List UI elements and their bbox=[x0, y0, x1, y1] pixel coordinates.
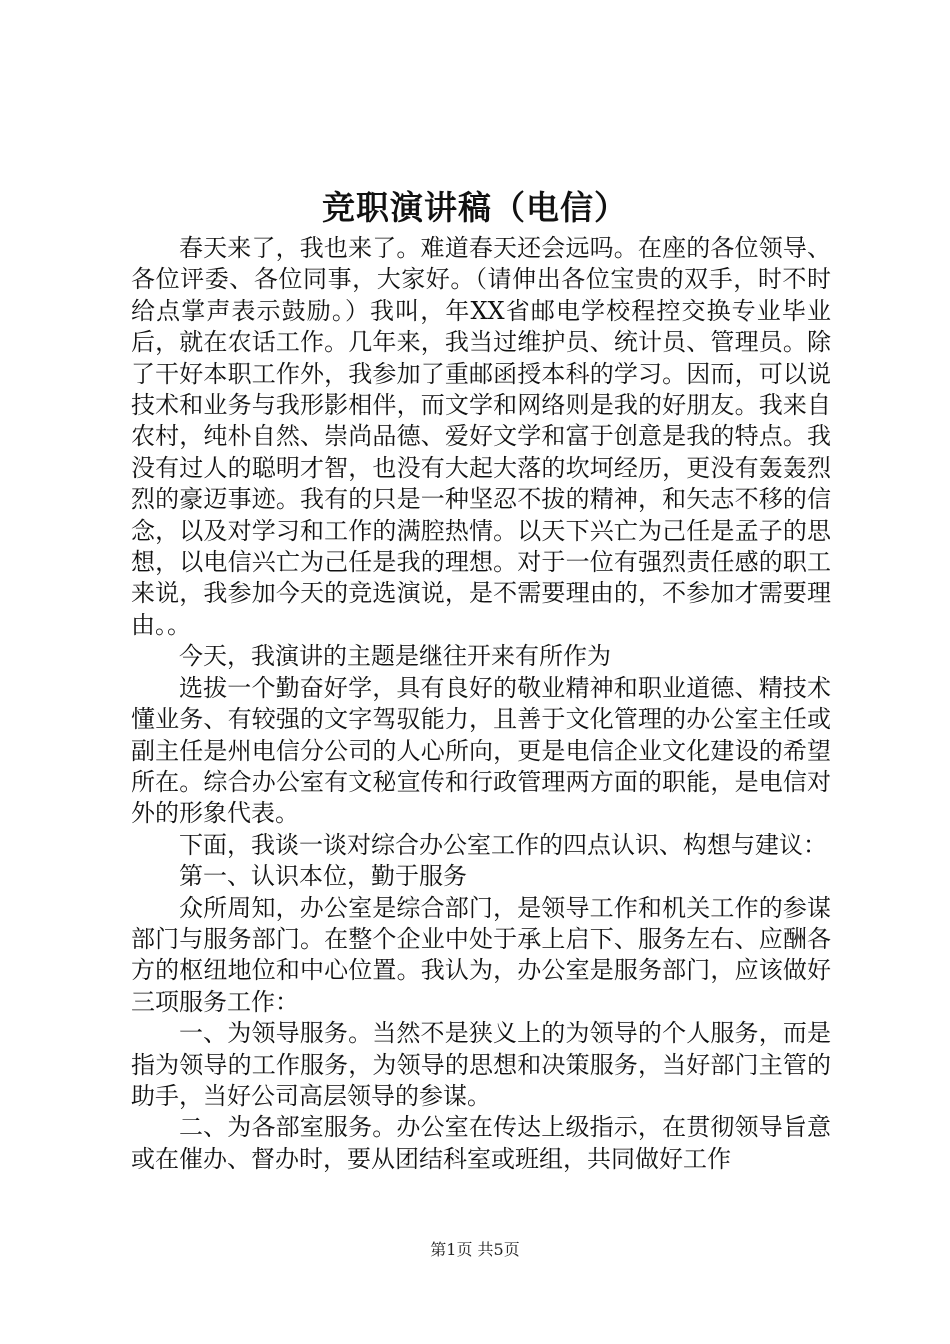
paragraph: 二、为各部室服务。办公室在传达上级指示，在贯彻领导旨意或在催办、督办时，要从团结科室或班组，共同做好工作 bbox=[131, 1113, 831, 1173]
paragraph: 下面，我谈一谈对综合办公室工作的四点认识、构想与建议： bbox=[179, 830, 827, 859]
paragraph: 选拔一个勤奋好学，具有良好的敬业精神和职业道德、精技术懂业务、有较强的文字驾驭能力，且善于文化管理的办公室主任或副主任是州电信分公司的人心所向，更是电信企业文化建设的希望所在。综合办公室有文秘宣传和行政管理两方面的职能，是电信对外的形象代表。 bbox=[131, 673, 831, 828]
page-number-footer: 第1页 共5页 bbox=[430, 1240, 520, 1259]
paragraph: 今天，我演讲的主题是继往开来有所作为 bbox=[179, 642, 611, 671]
document-title: 竞职演讲稿（电信） bbox=[322, 188, 628, 227]
paragraph: 一、为领导服务。当然不是狭义上的为领导的个人服务，而是指为领导的工作服务，为领导的思想和决策服务，当好部门主管的助手，当好公司高层领导的参谋。 bbox=[131, 1019, 831, 1110]
paragraph: 众所周知，办公室是综合部门，是领导工作和机关工作的参谋部门与服务部门。在整个企业中处于承上启下、服务左右、应酬各方的枢纽地位和中心位置。我认为，办公室是服务部门，应该做好三项服务工作： bbox=[131, 893, 831, 1016]
paragraph: 春天来了，我也来了。难道春天还会远吗。在座的各位领导、各位评委、各位同事，大家好。（请伸出各位宝贵的双手，时不时给点掌声表示鼓励。）我叫，年XX省邮电学校程控交换专业毕业后，就在农话工作。几年来，我当过维护员、统计员、管理员。除了干好本职工作外，我参加了重邮函授本科的学习。因而，可以说技术和业务与我形影相伴，而文学和网络则是我的好朋友。我来自农村，纯朴自然、崇尚品德、爱好文学和富于创意是我的特点。我没有过人的聪明才智，也没有大起大落的坎坷经历，更没有轰轰烈烈的豪迈事迹。我有的只是一种坚忍不拔的精神，和矢志不移的信念，以及对学习和工作的满腔热情。以天下兴亡为己任是孟子的思想，以电信兴亡为己任是我的理想。对于一位有强烈责任感的职工来说，我参加今天的竞选演说，是不需要理由的，不参加才需要理由。。 bbox=[131, 234, 831, 639]
document-body bbox=[131, 233, 831, 1175]
section-heading: 第一、认识本位，勤于服务 bbox=[179, 862, 467, 891]
